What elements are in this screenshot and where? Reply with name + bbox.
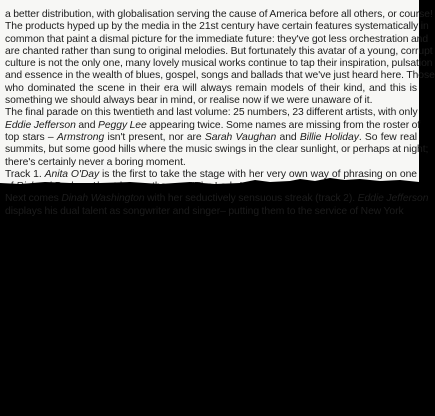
- text-line: [5, 21, 429, 33]
- text-line: [5, 83, 417, 95]
- text-line: [5, 9, 433, 21]
- text-run: Track 1.: [5, 168, 45, 180]
- text-line: [5, 107, 417, 119]
- text-run: and: [75, 119, 98, 131]
- text-run: culture is not the only one, many lovely musical works continue to tap their inspiration, pulsation: [5, 58, 433, 70]
- paragraph: [5, 9, 435, 107]
- text-run: The products hyped up by the media in the 21st century have certain features systematically in: [5, 21, 429, 33]
- text-run: top stars –: [5, 131, 57, 143]
- text-run: . So few real: [358, 131, 418, 143]
- text-line: [5, 157, 417, 169]
- text-run: displays his dual talent as songwriter and singer– putting them to the service of New York: [5, 205, 404, 217]
- text-run: a better distribution, with globalisation serving the cause of America before all others, or course!: [5, 9, 433, 20]
- text-run: The final parade on this twentieth and last volume: 25 numbers, 23 different artists, with only: [5, 107, 418, 119]
- text-line: [5, 132, 417, 144]
- artist-name: Sarah Vaughan: [204, 131, 277, 143]
- text-line: [5, 70, 435, 82]
- artist-name: Armstrong: [56, 131, 105, 143]
- text-run: who dominated the scene in their era will always remain models of their kind, and this is: [5, 82, 417, 94]
- artist-name: Billie Holiday: [299, 131, 359, 143]
- text-line: [5, 206, 417, 218]
- artist-name: Peggy Lee: [97, 119, 147, 131]
- text-run: with her seductively sensuous streak (track 2).: [144, 193, 358, 205]
- text-run: Next comes: [5, 193, 62, 205]
- text-run: and essence in the wealth of blues, gospel, songs and ballads that we've just heard here. Those: [5, 70, 435, 82]
- text-line: [5, 95, 417, 107]
- text-run: there's certainly never a boring moment.: [5, 156, 186, 168]
- torn-edge: [0, 170, 419, 192]
- paragraph: [5, 193, 429, 218]
- text-run: summits, but some good hills where the music swings in the clear sunlight, or perhaps at night;: [5, 144, 429, 156]
- text-line: [5, 119, 421, 132]
- text-line: [5, 144, 429, 156]
- text-run: is the first to take the stage with her very own way of phrasing on one: [99, 168, 418, 180]
- text-line: [5, 45, 433, 58]
- artist-name: Eddie Jefferson: [357, 193, 429, 205]
- artist-name: Eddie Jefferson: [5, 119, 76, 131]
- text-line: [5, 193, 429, 205]
- text-run: something we should always bear in mind, or realise now if we were unaware of it.: [5, 95, 373, 107]
- text-run: appearing twice. Some names are missing from the roster of: [146, 119, 421, 131]
- text-run: isn't present, nor are: [104, 131, 205, 143]
- paragraph: [5, 107, 429, 168]
- artist-name: Anita O'Day: [44, 168, 100, 180]
- text-run: and: [276, 131, 300, 143]
- artist-name: Dinah Washington: [61, 193, 145, 205]
- text-line: [5, 33, 429, 46]
- text-line: [5, 58, 433, 70]
- text-run: are chanted rather than sung to original melodies. But fortunately this avatar of a young, corrupt: [5, 45, 433, 57]
- text-run: common that paint a dismal picture for the immediate future: they've got less orchestration and: [5, 33, 429, 45]
